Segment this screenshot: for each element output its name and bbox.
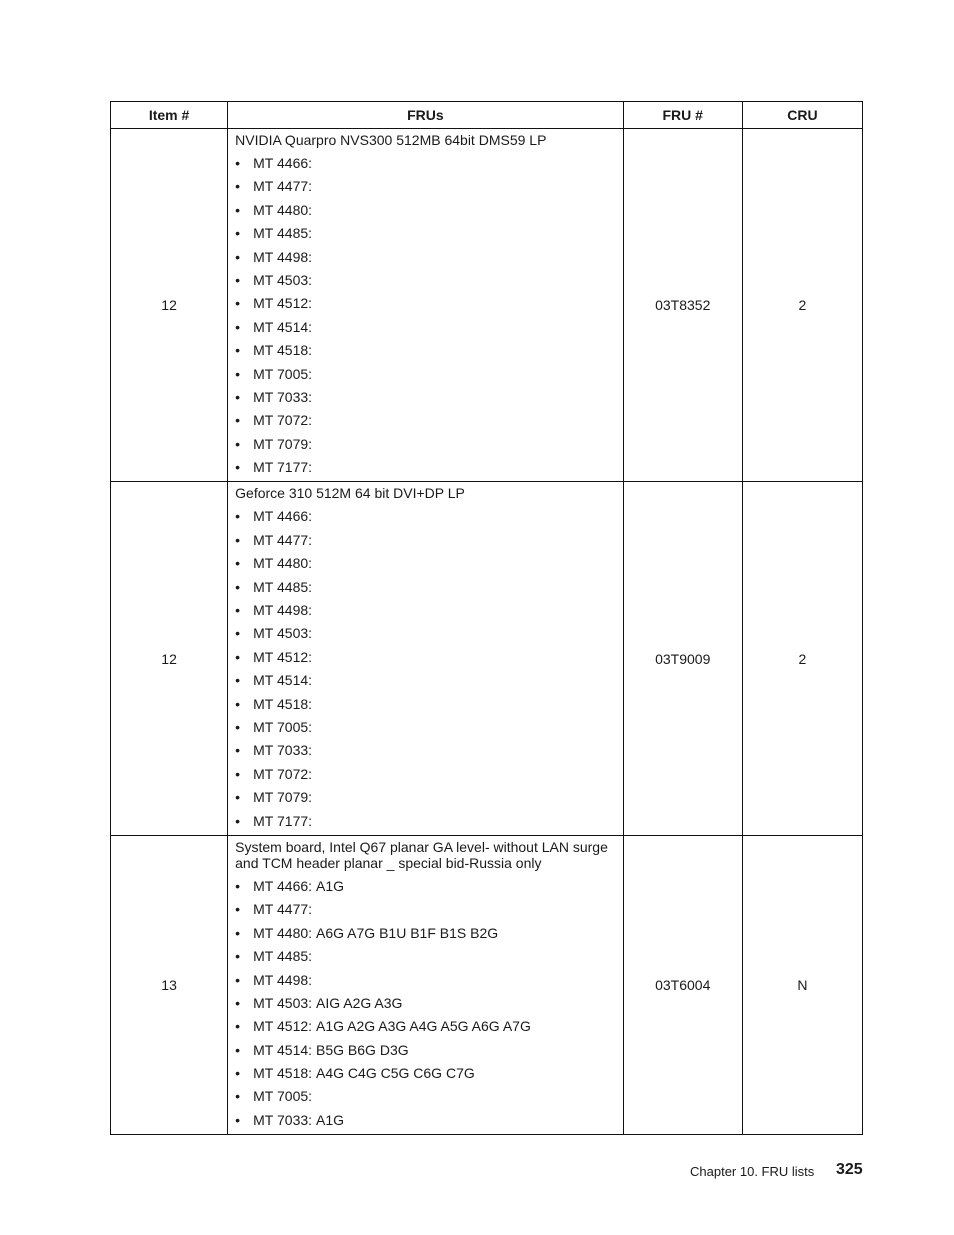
item-number: 13: [111, 835, 228, 1134]
machine-type: MT 4477:: [253, 178, 313, 195]
list-item: [235, 875, 615, 898]
bullet-icon: •: [235, 508, 241, 525]
machine-type: MT 4480:: [253, 201, 313, 218]
bullet-icon: •: [235, 248, 241, 265]
list-item: [235, 152, 615, 175]
machine-type: MT 4485:: [253, 948, 313, 965]
model-codes: A1G: [316, 1111, 345, 1128]
bullet-icon: •: [235, 812, 241, 829]
fru-description-cell: [228, 835, 624, 1134]
bullet-icon: •: [235, 271, 241, 288]
list-item: [235, 175, 615, 198]
fru-number: 03T8352: [623, 129, 742, 482]
machine-type: MT 4512:: [253, 1018, 313, 1035]
machine-type: MT 7072:: [253, 412, 313, 429]
list-item: [235, 716, 615, 739]
bullet-icon: •: [235, 924, 241, 941]
machine-type: MT 4498:: [253, 248, 313, 265]
bullet-icon: •: [235, 1088, 241, 1105]
table-body: [111, 129, 863, 1135]
list-item: [235, 363, 615, 386]
model-codes: A1G: [316, 877, 345, 894]
bullet-icon: •: [235, 388, 241, 405]
bullet-icon: •: [235, 225, 241, 242]
table-row: [111, 482, 863, 835]
machine-type: MT 7005:: [253, 718, 313, 735]
list-item: [235, 969, 615, 992]
machine-type: MT 7033:: [253, 1111, 313, 1128]
bullet-icon: •: [235, 901, 241, 918]
machine-type: MT 4477:: [253, 901, 313, 918]
list-item: [235, 622, 615, 645]
machine-type: MT 4514:: [253, 1041, 313, 1058]
machine-type: MT 4503:: [253, 994, 313, 1011]
list-item: [235, 763, 615, 786]
machine-type: MT 4518:: [253, 342, 313, 359]
machine-type: MT 4514:: [253, 672, 313, 689]
machine-type: MT 4480:: [253, 924, 313, 941]
machine-type: MT 7079:: [253, 789, 313, 806]
machine-type: MT 4477:: [253, 531, 313, 548]
fru-description-cell: [228, 129, 624, 482]
table-row: [111, 129, 863, 482]
list-item: [235, 339, 615, 362]
list-item: [235, 269, 615, 292]
machine-type-list: [235, 152, 615, 479]
machine-type: MT 4518:: [253, 1065, 313, 1082]
bullet-icon: •: [235, 1018, 241, 1035]
list-item: [235, 222, 615, 245]
list-item: [235, 669, 615, 692]
bullet-icon: •: [235, 578, 241, 595]
bullet-icon: •: [235, 1065, 241, 1082]
machine-type: MT 4485:: [253, 225, 313, 242]
list-item: [235, 386, 615, 409]
machine-type: MT 4480:: [253, 555, 313, 572]
list-item: [235, 810, 615, 833]
machine-type: MT 4466:: [253, 508, 313, 525]
cru-value: 2: [742, 482, 862, 835]
list-item: [235, 646, 615, 669]
bullet-icon: •: [235, 948, 241, 965]
fru-description: Geforce 310 512M 64 bit DVI+DP LP: [235, 485, 465, 502]
cru-value: 2: [742, 129, 862, 482]
bullet-icon: •: [235, 994, 241, 1011]
machine-type: MT 4518:: [253, 695, 313, 712]
machine-type: MT 7072:: [253, 765, 313, 782]
list-item: [235, 693, 615, 716]
cru-value: N: [742, 835, 862, 1134]
machine-type: MT 4485:: [253, 578, 313, 595]
machine-type: MT 4466:: [253, 877, 313, 894]
list-item: [235, 505, 615, 528]
fru-description: System board, Intel Q67 planar GA level- without LAN surge and TCM header planar _ special bid-Russia only: [235, 838, 608, 871]
model-codes: A4G C4G C5G C6G C7G: [316, 1065, 475, 1082]
bullet-icon: •: [235, 295, 241, 312]
machine-type: MT 7005:: [253, 365, 313, 382]
machine-type: MT 7177:: [253, 812, 313, 829]
list-item: [235, 529, 615, 552]
list-item: [235, 739, 615, 762]
fru-table: [110, 101, 863, 1135]
list-item: [235, 1085, 615, 1108]
header-fru-number: FRU #: [623, 102, 742, 129]
model-codes: A1G A2G A3G A4G A5G A6G A7G: [316, 1018, 531, 1035]
bullet-icon: •: [235, 765, 241, 782]
machine-type: MT 7005:: [253, 1088, 313, 1105]
model-codes: A6G A7G B1U B1F B1S B2G: [316, 924, 499, 941]
machine-type: MT 4503:: [253, 625, 313, 642]
bullet-icon: •: [235, 971, 241, 988]
header-frus: FRUs: [228, 102, 624, 129]
list-item: [235, 552, 615, 575]
bullet-icon: •: [235, 155, 241, 171]
list-item: [235, 1039, 615, 1062]
bullet-icon: •: [235, 789, 241, 806]
item-number: 12: [111, 482, 228, 835]
list-item: [235, 599, 615, 622]
bullet-icon: •: [235, 648, 241, 665]
machine-type: MT 4498:: [253, 971, 313, 988]
bullet-icon: •: [235, 1111, 241, 1128]
machine-type: MT 7177:: [253, 459, 313, 476]
machine-type: MT 7033:: [253, 742, 313, 759]
machine-type: MT 7033:: [253, 388, 313, 405]
header-item: Item #: [111, 102, 228, 129]
fru-description: NVIDIA Quarpro NVS300 512MB 64bit DMS59 LP: [235, 132, 547, 148]
bullet-icon: •: [235, 625, 241, 642]
bullet-icon: •: [235, 555, 241, 572]
machine-type: MT 7079:: [253, 435, 313, 452]
machine-type: MT 4466:: [253, 155, 313, 171]
bullet-icon: •: [235, 365, 241, 382]
list-item: [235, 992, 615, 1015]
bullet-icon: •: [235, 531, 241, 548]
fru-number: 03T9009: [623, 482, 742, 835]
bullet-icon: •: [235, 695, 241, 712]
bullet-icon: •: [235, 672, 241, 689]
bullet-icon: •: [235, 178, 241, 195]
list-item: [235, 433, 615, 456]
bullet-icon: •: [235, 412, 241, 429]
list-item: [235, 292, 615, 315]
machine-type: MT 4512:: [253, 295, 313, 312]
list-item: [235, 246, 615, 269]
machine-type-list: [235, 505, 615, 832]
machine-type: MT 4512:: [253, 648, 313, 665]
bullet-icon: •: [235, 877, 241, 894]
list-item: [235, 1015, 615, 1038]
header-cru: CRU: [742, 102, 862, 129]
fru-description-cell: [228, 482, 624, 835]
fru-number: 03T6004: [623, 835, 742, 1134]
model-codes: B5G B6G D3G: [316, 1041, 409, 1058]
list-item: [235, 945, 615, 968]
bullet-icon: •: [235, 1041, 241, 1058]
machine-type: MT 4498:: [253, 602, 313, 619]
model-codes: AIG A2G A3G: [316, 994, 403, 1011]
bullet-icon: •: [235, 459, 241, 476]
list-item: [235, 786, 615, 809]
list-item: [235, 199, 615, 222]
bullet-icon: •: [235, 742, 241, 759]
machine-type-list: [235, 875, 615, 1132]
machine-type: MT 4503:: [253, 271, 313, 288]
footer-chapter: Chapter 10. FRU lists: [690, 1164, 815, 1179]
machine-type: MT 4514:: [253, 318, 313, 335]
table-header-row: [111, 102, 863, 129]
list-item: [235, 898, 615, 921]
page-number: 325: [836, 1161, 863, 1178]
item-number: 12: [111, 129, 228, 482]
list-item: [235, 576, 615, 599]
table-row: [111, 835, 863, 1134]
list-item: [235, 922, 615, 945]
list-item: [235, 1109, 615, 1132]
list-item: [235, 409, 615, 432]
bullet-icon: •: [235, 318, 241, 335]
bullet-icon: •: [235, 201, 241, 218]
list-item: [235, 1062, 615, 1085]
bullet-icon: •: [235, 602, 241, 619]
bullet-icon: •: [235, 435, 241, 452]
bullet-icon: •: [235, 718, 241, 735]
list-item: [235, 456, 615, 479]
bullet-icon: •: [235, 342, 241, 359]
list-item: [235, 316, 615, 339]
